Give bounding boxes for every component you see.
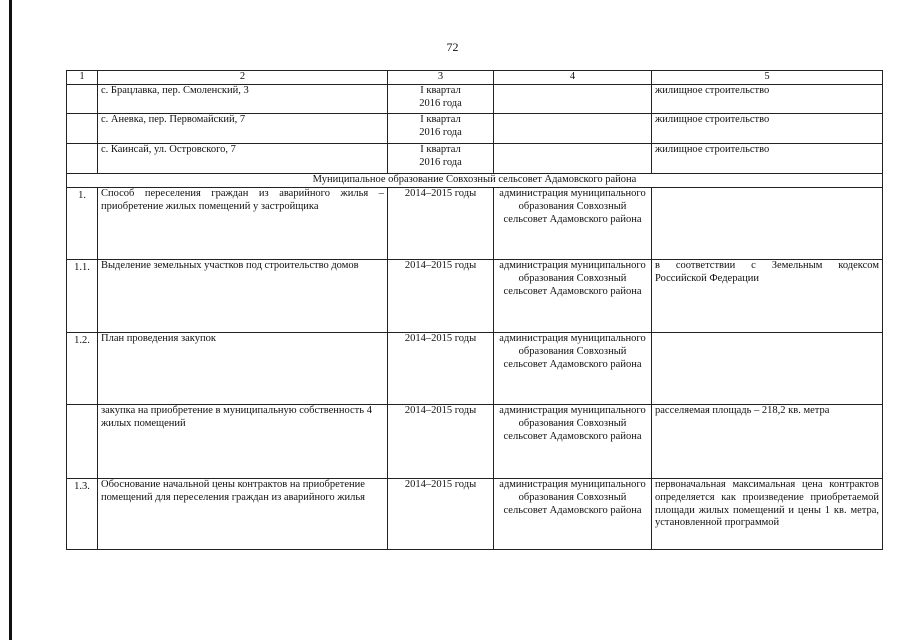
row-name: План проведения закупок <box>98 333 388 405</box>
table-row <box>67 85 883 114</box>
row-number: 1.2. <box>67 333 98 405</box>
row-name: Способ переселения граждан из аварийного жилья – приобретение жилых помещений у застройщика <box>98 188 388 260</box>
row-name: Обоснование начальной цены контрактов на приобретение помещений для переселения граждан из аварийного жилья <box>98 479 388 550</box>
row-name: с. Аневка, пер. Первомайский, 7 <box>98 114 388 144</box>
row-term: 2014–2015 годы <box>388 188 494 260</box>
row-number <box>67 85 98 114</box>
row-term: 2014–2015 годы <box>388 260 494 333</box>
row-term: 2014–2015 годы <box>388 333 494 405</box>
row-term: I квартал 2016 года <box>388 114 494 144</box>
row-executor <box>494 144 652 174</box>
row-note <box>652 333 883 405</box>
header-cell-2: 2 <box>98 71 388 85</box>
row-number: 1.1. <box>67 260 98 333</box>
section-title-row <box>67 174 883 188</box>
row-note: в соответствии с Земельным кодексом Российской Федерации <box>652 260 883 333</box>
row-term: 2014–2015 годы <box>388 479 494 550</box>
row-executor: администрация муниципального образования Совхозный сельсовет Адамовского района <box>494 479 652 550</box>
row-number: 1.3. <box>67 479 98 550</box>
row-term: I квартал 2016 года <box>388 85 494 114</box>
row-executor: администрация муниципального образования Совхозный сельсовет Адамовского района <box>494 188 652 260</box>
row-executor: администрация муниципального образования Совхозный сельсовет Адамовского района <box>494 333 652 405</box>
row-note: жилищное строительство <box>652 144 883 174</box>
row-number: 1. <box>67 188 98 260</box>
row-note: жилищное строительство <box>652 85 883 114</box>
row-number <box>67 114 98 144</box>
row-name: Выделение земельных участков под строительство домов <box>98 260 388 333</box>
row-note <box>652 188 883 260</box>
table-row <box>67 114 883 144</box>
section-title: Муниципальное образование Совхозный сельсовет Адамовского района <box>67 174 883 188</box>
document-table <box>66 70 883 550</box>
page-number: 72 <box>446 40 459 54</box>
row-name: с. Каинсай, ул. Островского, 7 <box>98 144 388 174</box>
header-cell-4: 4 <box>494 71 652 85</box>
row-term: 2014–2015 годы <box>388 405 494 479</box>
row-executor <box>494 85 652 114</box>
row-executor <box>494 114 652 144</box>
left-margin-line <box>9 0 12 640</box>
row-name: с. Брацлавка, пер. Смоленский, 3 <box>98 85 388 114</box>
row-note: первоначальная максимальная цена контрактов определяется как произведение приобретаемой площади жилых помещений и цены 1 кв. метра, установленной программой <box>652 479 883 550</box>
row-name: закупка на приобретение в муниципальную собственность 4 жилых помещений <box>98 405 388 479</box>
row-number <box>67 144 98 174</box>
table-row <box>67 144 883 174</box>
header-cell-3: 3 <box>388 71 494 85</box>
table-row <box>67 188 883 260</box>
header-cell-1: 1 <box>67 71 98 85</box>
row-note: расселяемая площадь – 218,2 кв. метра <box>652 405 883 479</box>
row-term: I квартал 2016 года <box>388 144 494 174</box>
row-executor: администрация муниципального образования Совхозный сельсовет Адамовского района <box>494 405 652 479</box>
row-executor: администрация муниципального образования Совхозный сельсовет Адамовского района <box>494 260 652 333</box>
row-number <box>67 405 98 479</box>
header-cell-5: 5 <box>652 71 883 85</box>
table-header-row <box>67 71 883 85</box>
table-row <box>67 333 883 405</box>
table-row <box>67 479 883 550</box>
row-note: жилищное строительство <box>652 114 883 144</box>
table-row <box>67 405 883 479</box>
table-row <box>67 260 883 333</box>
